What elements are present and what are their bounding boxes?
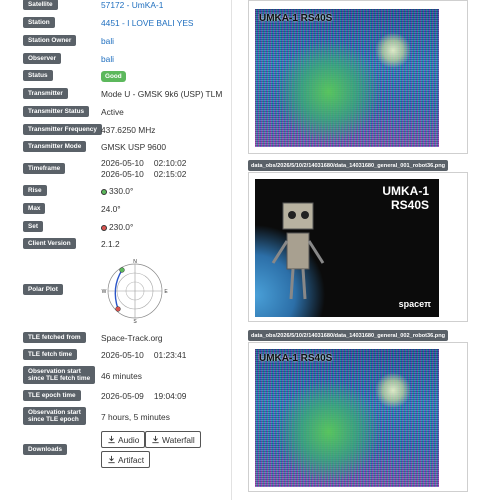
row-satellite: [0, 0, 232, 10]
timeframe-start-time: 02:10:02: [153, 158, 187, 168]
obs-since-epoch-value: 7 hours, 5 minutes: [101, 412, 170, 422]
label-station-owner: Station Owner: [23, 35, 76, 46]
set-value: [101, 222, 133, 232]
row-status: [0, 70, 232, 82]
timeframe-start-date: 2026-05-10: [101, 158, 144, 168]
polar-label-w: W: [101, 289, 107, 295]
tle-fetch-time-value: [101, 350, 186, 360]
row-transmitter: [0, 88, 232, 100]
row-transmitter-frequency: [0, 124, 232, 136]
status-value: [101, 70, 126, 82]
label-satellite: Satellite: [23, 0, 58, 10]
decoded-image-3-title: UMKA-1 RS40S: [259, 353, 333, 364]
label-status: Status: [23, 70, 53, 81]
image-card-1: [248, 0, 468, 154]
download-audio-label: Audio: [118, 434, 140, 445]
label-observer: Observer: [23, 53, 61, 64]
client-version-value: 2.1.2: [101, 239, 120, 249]
rise-dot-icon: [101, 189, 107, 195]
timeframe-end-time: 02:15:02: [153, 169, 187, 179]
tle-epoch-time-value: [101, 391, 186, 401]
pass-start-marker: [120, 268, 125, 273]
transmitter-value: Mode U - GMSK 9k6 (USP) TLM: [101, 89, 223, 99]
rise-azimuth: 330.0°: [109, 186, 134, 196]
row-tle-fetched-from: [0, 332, 232, 344]
decoded-image-1[interactable]: [255, 9, 439, 147]
download-waterfall-label: Waterfall: [162, 434, 195, 445]
row-set: [0, 221, 232, 233]
timeframe-start: [101, 158, 186, 168]
timeframe-end: [101, 169, 186, 179]
obs-since-fetch-value: 46 minutes: [101, 371, 142, 381]
decoded-image-2-title: [382, 185, 429, 213]
download-icon: [107, 455, 116, 464]
label-set: Set: [23, 221, 43, 232]
row-max: [0, 203, 232, 215]
tle-fetched-from-value: Space-Track.org: [101, 333, 163, 343]
row-tle-fetch-time: [0, 349, 232, 361]
label-tle-fetch-time: TLE fetch time: [23, 349, 77, 360]
label-polar-plot: Polar Plot: [23, 284, 63, 295]
decoded-image-1-title: UMKA-1 RS40S: [259, 13, 333, 24]
label-transmitter-mode: Transmitter Mode: [23, 141, 86, 152]
image-card-3: [248, 342, 468, 492]
download-icon: [151, 435, 160, 444]
label-max: Max: [23, 203, 45, 214]
timeframe-end-date: 2026-05-10: [101, 169, 144, 179]
artifacts-panel: [248, 0, 480, 500]
row-transmitter-status: [0, 106, 232, 118]
label-rise: Rise: [23, 185, 47, 196]
row-downloads: [0, 431, 232, 469]
rise-value: [101, 186, 133, 196]
label-tle-fetched-from: TLE fetched from: [23, 332, 86, 343]
row-tle-epoch-time: [0, 390, 232, 402]
row-obs-since-fetch: [0, 366, 232, 384]
label-obs-since-fetch-line2: since TLE fetch time: [28, 375, 91, 382]
download-artifact-label: Artifact: [118, 454, 145, 465]
transmitter-mode-value: GMSK USP 9600: [101, 142, 167, 152]
space-pi-logo: spaceπ: [398, 299, 431, 309]
tle-epoch-clock: 19:04:09: [153, 391, 187, 401]
download-audio-button[interactable]: [101, 431, 145, 448]
label-downloads: Downloads: [23, 444, 67, 455]
label-tle-epoch-time: TLE epoch time: [23, 390, 81, 401]
label-transmitter: Transmitter: [23, 88, 68, 99]
label-client-version: Client Version: [23, 238, 76, 249]
decoded-image-2[interactable]: [255, 179, 439, 317]
row-obs-since-epoch: [0, 407, 232, 425]
row-observer: [0, 53, 232, 65]
satellite-link[interactable]: 57172 - UmKA-1: [101, 0, 164, 10]
observer-link[interactable]: bali: [101, 54, 115, 64]
polar-label-s: S: [133, 319, 137, 324]
tle-fetch-date: 2026-05-10: [101, 350, 144, 360]
image-card-2: [248, 172, 468, 322]
decoded-image-2-title-line2: RS40S: [390, 197, 429, 212]
transmitter-status-value: Active: [101, 107, 124, 117]
label-obs-since-epoch-line1: Observation start: [28, 408, 81, 416]
station-owner-link[interactable]: bali: [101, 36, 115, 46]
pass-end-marker: [116, 307, 121, 312]
transmitter-frequency-value: 437.6250 MHz: [101, 125, 156, 135]
polar-label-e: E: [164, 289, 168, 295]
label-obs-since-epoch-line2: since TLE epoch: [28, 416, 79, 423]
row-station: [0, 17, 232, 29]
station-link[interactable]: 4451 - I LOVE BALI YES: [101, 18, 194, 28]
max-value: 24.0°: [101, 204, 121, 214]
polar-label-n: N: [133, 259, 137, 265]
label-transmitter-status: Transmitter Status: [23, 106, 89, 117]
download-icon: [107, 435, 116, 444]
row-rise: [0, 185, 232, 197]
row-station-owner: [0, 35, 232, 47]
download-artifact-button[interactable]: [101, 451, 150, 468]
status-badge: Good: [101, 71, 126, 82]
set-azimuth: 230.0°: [109, 222, 134, 232]
row-transmitter-mode: [0, 141, 232, 153]
label-obs-since-epoch: [23, 407, 86, 425]
image-caption-2: data_obs/2026/5/10/2/14031680/data_14031680_general_001_robot36.png: [248, 160, 448, 171]
label-obs-since-fetch: [23, 366, 95, 384]
decoded-image-3[interactable]: [255, 349, 439, 487]
robot-figure: [269, 199, 329, 309]
decoded-image-2-title-line1: UMKA-1: [382, 184, 429, 198]
polar-plot: [101, 258, 169, 324]
image-caption-3: data_obs/2026/5/10/2/14031680/data_14031680_general_002_robot36.png: [248, 330, 448, 341]
observation-details: [0, 0, 232, 500]
pass-track: [115, 270, 122, 309]
download-waterfall-button[interactable]: [145, 431, 201, 448]
label-station: Station: [23, 17, 55, 28]
row-timeframe: [0, 158, 232, 180]
row-client-version: [0, 238, 232, 250]
tle-epoch-date: 2026-05-09: [101, 391, 144, 401]
label-timeframe: Timeframe: [23, 163, 65, 174]
tle-fetch-clock: 01:23:41: [153, 350, 187, 360]
set-dot-icon: [101, 225, 107, 231]
row-polar-plot: [0, 256, 232, 324]
label-obs-since-fetch-line1: Observation start: [28, 367, 81, 375]
label-transmitter-frequency: Transmitter Frequency: [23, 124, 102, 135]
